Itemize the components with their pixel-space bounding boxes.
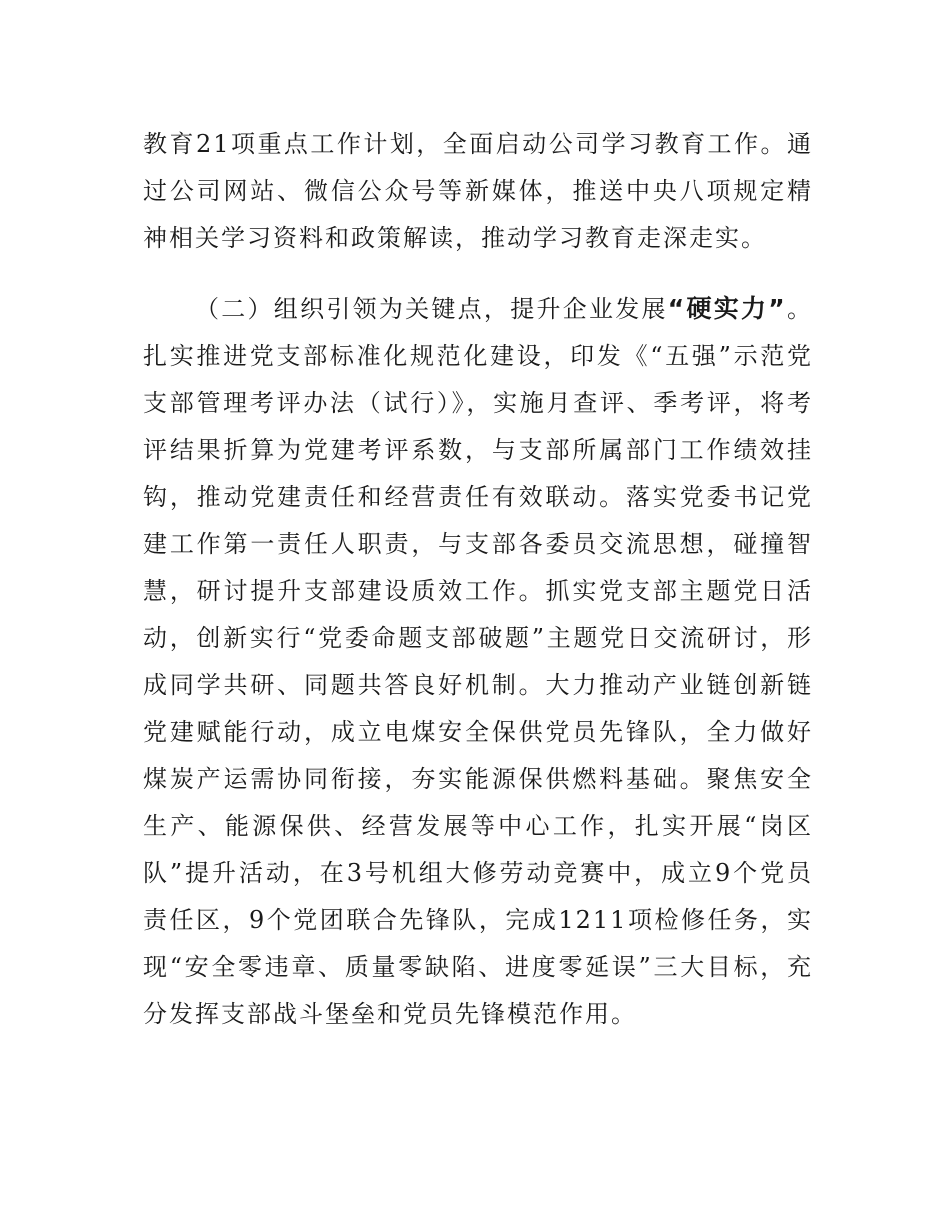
- paragraph-body-text: 。扎实推进党支部标准化规范化建设，印发《“五强”示范党支部管理考评办法（试行）》，实施月查评、季考评，将考评结果折算为党建考评系数，与支部所属部门工作绩效挂钩，推动党建责任和经营责任有效联动。落实党委书记党建工作第一责任人职责，与支部各委员交流思想，碰撞智慧，研讨提升支部建设质效工作。抓实党支部主题党日活动，创新实行“党委命题支部破题”主题党日交流研讨，形成同学共研、同题共答良好机制。大力推动产业链创新链党建赋能行动，成立电煤安全保供党员先锋队，全力做好煤炭产运需协同衔接，夯实能源保供燃料基础。聚焦安全生产、能源保供、经营发展等中心工作，扎实开展“岗区队”提升活动，在3号机组大修劳动竞赛中，成立9个党员责任区，9个党团联合先锋队，完成1211项检修任务，实现“安全零违章、质量零缺陷、进度零延误”三大目标，充分发挥支部战斗堡垒和党员先锋模范作用。: [143, 295, 814, 1028]
- paragraph-organization-leadership: [143, 285, 813, 1038]
- emphasis-hard-power: “硬实力”: [667, 294, 787, 323]
- paragraph-continued-study-plan: 教育21项重点工作计划，全面启动公司学习教育工作。通过公司网站、微信公众号等新媒体，推送中央八项规定精神相关学习资料和政策解读，推动学习教育走深走实。: [143, 130, 813, 252]
- paragraph-lead-text: （二）组织引领为关键点，提升企业发展: [195, 295, 668, 323]
